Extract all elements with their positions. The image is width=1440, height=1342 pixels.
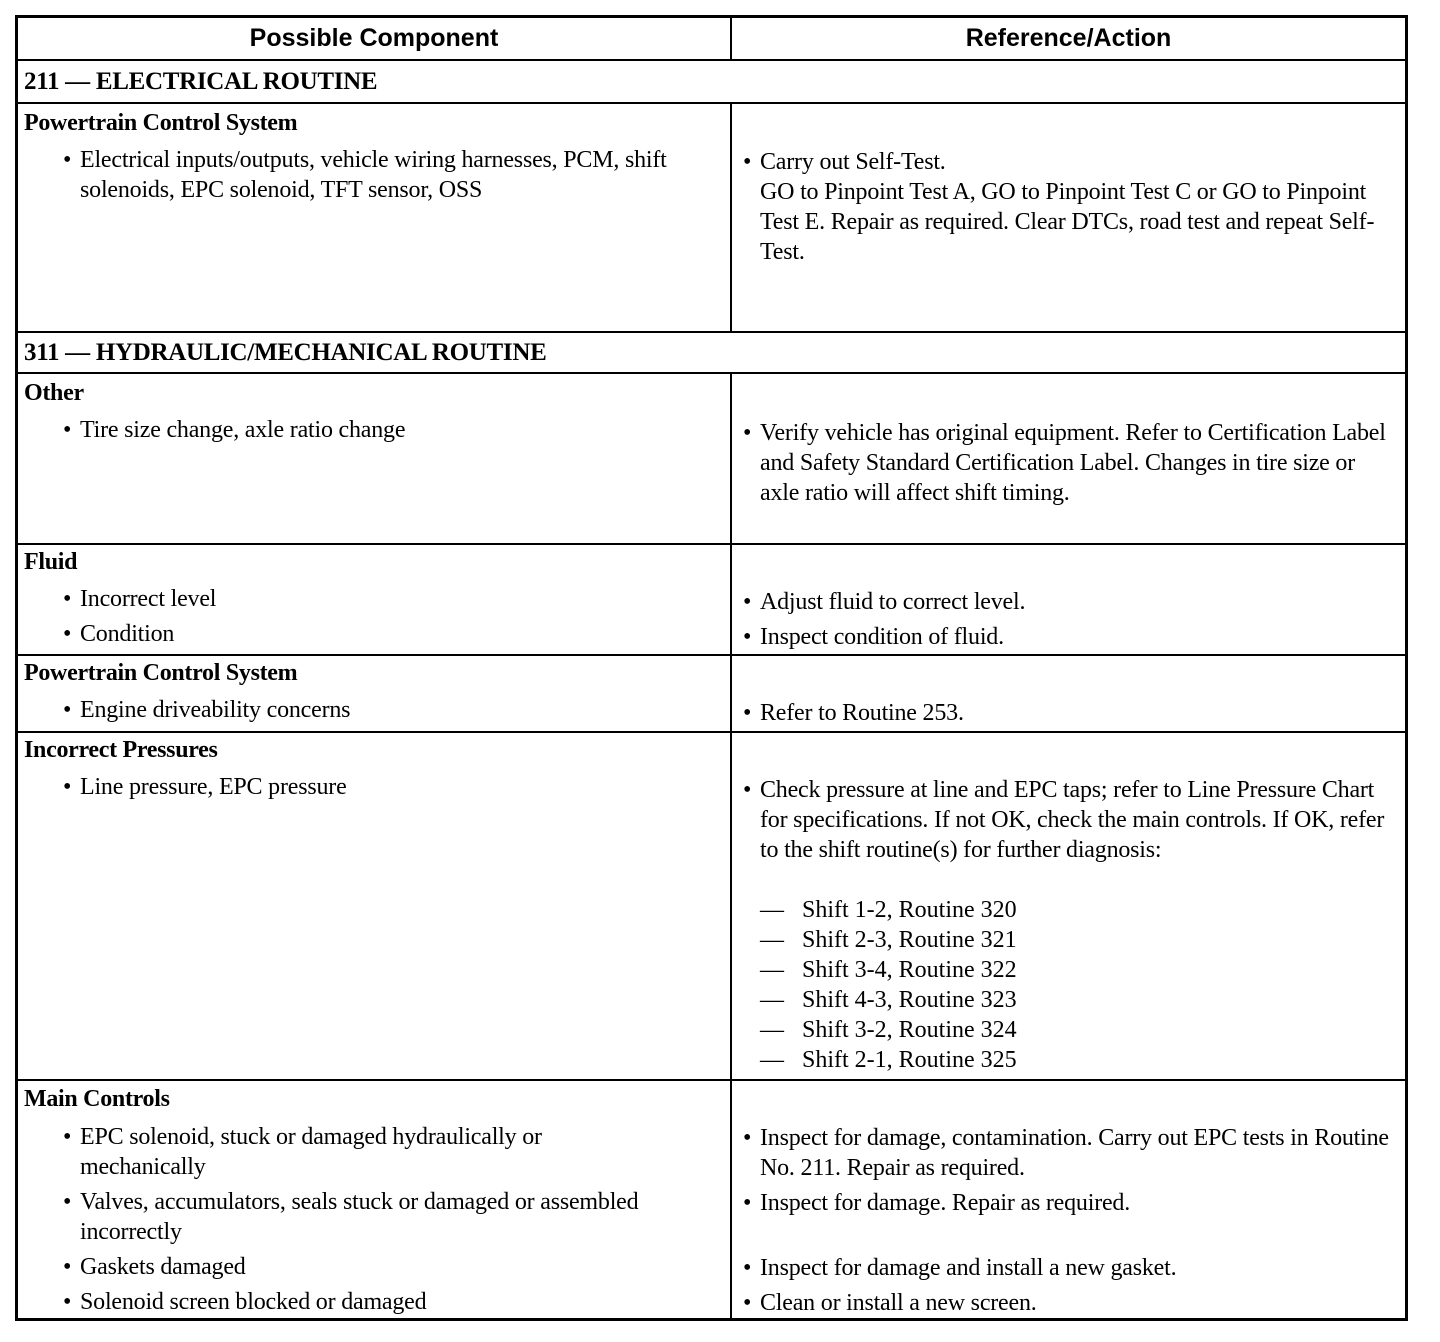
- component-item: • Valves, accumulators, seals stuck or damaged or assembled incorrectly: [63, 1189, 639, 1245]
- table-row: [18, 656, 1405, 733]
- component-item: • Condition: [63, 621, 175, 647]
- section-row-311: [18, 333, 1405, 374]
- action-item: • Clean or install a new screen.: [743, 1290, 1037, 1316]
- table-row: [18, 545, 1405, 656]
- action-detail: GO to Pinpoint Test A, GO to Pinpoint Test C or GO to Pinpoint Test E. Repair as required. Clear DTCs, road test and repeat Self-Test.: [760, 179, 1375, 265]
- component-item: • Tire size change, axle ratio change: [63, 417, 406, 443]
- action-item: • Refer to Routine 253.: [743, 700, 964, 726]
- action-item: • Verify vehicle has original equipment. Refer to Certification Label and Safety Standard Certification Label. Changes in tire size or axle ratio will affect shift timing.: [743, 420, 1386, 506]
- component-item: • Engine driveability concerns: [63, 697, 351, 723]
- component-item: • Line pressure, EPC pressure: [63, 774, 347, 800]
- table-row: [18, 104, 1405, 333]
- component-item: • Solenoid screen blocked or damaged: [63, 1289, 427, 1315]
- component-item: • Electrical inputs/outputs, vehicle wiring harnesses, PCM, shift solenoids, EPC solenoid, TFT sensor, OSS: [63, 147, 667, 203]
- section-title: 211 — ELECTRICAL ROUTINE: [24, 67, 378, 95]
- section-title: 311 — HYDRAULIC/MECHANICAL ROUTINE: [24, 338, 547, 366]
- table-row: [18, 1081, 1405, 1321]
- action-item: • Check pressure at line and EPC taps; refer to Line Pressure Chart for specifications. If not OK, check the main controls. If OK, refer to the shift routine(s) for further diagnosis:: [743, 777, 1385, 863]
- category-label: Other: [24, 380, 84, 406]
- action-item: • Inspect for damage. Repair as required.: [743, 1190, 1131, 1216]
- category-label: Fluid: [24, 549, 78, 575]
- component-item: • EPC solenoid, stuck or damaged hydraulically or mechanically: [63, 1124, 542, 1180]
- action-item: • Carry out Self-Test.: [743, 149, 946, 175]
- component-item: • Gaskets damaged: [63, 1254, 246, 1280]
- category-label: Incorrect Pressures: [24, 737, 218, 763]
- table-row: Incorrect Pressures • Line pressure, EPC pressure • Check pressure at line and EPC taps; refer to Line Pressure Chart for specifications. If not OK, check the main controls. If OK, refer to the shift routine(s) for further diagnosis: — Shift 1-2, Routine 320 — Shift 2-3, Routine 321 — Shift 3-4, Routine 322 — Shift 4-3, Routine 323 — Shift 3-2, Routine 324 — Shift 2-1, Routine 325: [18, 733, 1405, 1081]
- section-row-211: [18, 61, 1405, 104]
- action-item: • Inspect for damage, contamination. Carry out EPC tests in Routine No. 211. Repair as required.: [743, 1125, 1389, 1181]
- column-header-reference-action: Reference/Action: [965, 24, 1172, 52]
- action-item: • Inspect condition of fluid.: [743, 624, 1004, 650]
- table-row: [18, 374, 1405, 545]
- table-header-row: [18, 18, 1405, 61]
- action-item: • Adjust fluid to correct level.: [743, 589, 1026, 615]
- column-header-possible-component: Possible Component: [249, 24, 499, 52]
- category-label: Powertrain Control System: [24, 660, 298, 686]
- category-label: Powertrain Control System: [24, 110, 298, 136]
- category-label: Main Controls: [24, 1086, 170, 1112]
- action-item: • Inspect for damage and install a new gasket.: [743, 1255, 1177, 1281]
- diagnostic-table: [15, 15, 1408, 1321]
- component-item: • Incorrect level: [63, 586, 217, 612]
